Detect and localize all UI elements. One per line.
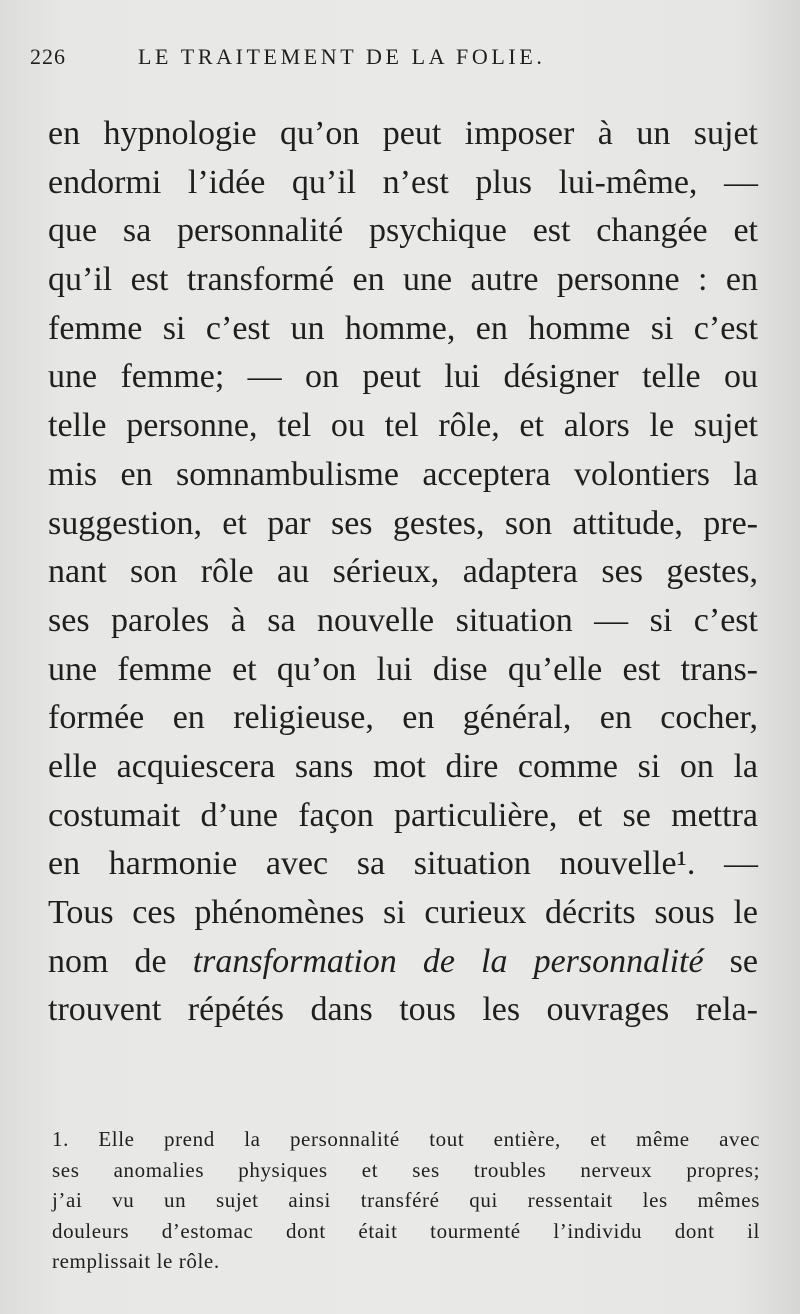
text-segment: une femme et qu’on lui dise qu’elle est trans- [48, 650, 758, 688]
body-text [48, 110, 758, 1035]
footnote [52, 1124, 760, 1277]
text-segment: costumait d’une façon particulière, et se mettra [48, 796, 758, 834]
text-line [48, 694, 758, 743]
text-line [48, 500, 758, 549]
running-head [30, 44, 770, 78]
text-line [48, 305, 758, 354]
text-line [48, 889, 758, 938]
italic-text: transformation de la personnalité [192, 942, 704, 980]
text-segment: elle acquiescera sans mot dire comme si on la [48, 747, 758, 785]
footnote-line: j’ai vu un sujet ainsi transféré qui ressentait les mêmes [52, 1188, 760, 1212]
text-line [48, 938, 758, 987]
text-line [48, 792, 758, 841]
text-segment: suggestion, et par ses gestes, son attitude, pre- [48, 504, 758, 542]
text-line [48, 840, 758, 889]
text-segment: endormi l’idée qu’il n’est plus lui-même, — [48, 163, 758, 201]
text-segment: telle personne, tel ou tel rôle, et alors le sujet [48, 407, 758, 445]
text-line [48, 548, 758, 597]
text-line [48, 451, 758, 500]
text-segment: mis en somnambulisme acceptera volontiers la [48, 455, 758, 493]
footnote-line: 1. Elle prend la personnalité tout entière, et même avec [52, 1127, 760, 1151]
text-segment: en harmonie avec sa situation nouvelle¹. — [48, 845, 758, 883]
text-segment: en hypnologie qu’on peut imposer à un sujet [48, 115, 758, 152]
text-line [48, 353, 758, 402]
text-segment: femme si c’est un homme, en homme si c’est [48, 309, 758, 347]
text-line [48, 646, 758, 695]
footnote-line: remplissait le rôle. [52, 1249, 220, 1273]
text-line [48, 256, 758, 305]
text-segment: ses paroles à sa nouvelle situation — si c’est [48, 601, 758, 639]
text-segment: formée en religieuse, en général, en cocher, [48, 699, 758, 737]
footnote-line: ses anomalies physiques et ses troubles nerveux propres; [52, 1157, 760, 1182]
text-segment: une femme; — on peut lui désigner telle ou [48, 358, 758, 396]
page-number: 226 [30, 44, 66, 69]
text-segment: Tous ces phénomènes si curieux décrits sous le [48, 894, 758, 931]
text-line [48, 402, 758, 451]
text-line [48, 207, 758, 256]
text-segment: que sa personnalité psychique est changée et [48, 212, 758, 250]
text-segment: trouvent répétés dans tous les ouvrages rela- [48, 991, 758, 1029]
text-line [48, 110, 758, 159]
text-line [48, 986, 758, 1035]
footnote-line: douleurs d’estomac dont était tourmenté l’individu dont il [52, 1218, 760, 1243]
text-segment: qu’il est transformé en une autre personne : en [48, 261, 758, 299]
text-line [48, 597, 758, 646]
text-line [48, 743, 758, 792]
running-title: LE TRAITEMENT DE LA FOLIE. [138, 44, 546, 69]
text-segment: nom de [48, 942, 193, 980]
text-segment: se [703, 942, 758, 980]
text-line [48, 159, 758, 208]
text-segment: nant son rôle au sérieux, adaptera ses gestes, [48, 553, 758, 591]
